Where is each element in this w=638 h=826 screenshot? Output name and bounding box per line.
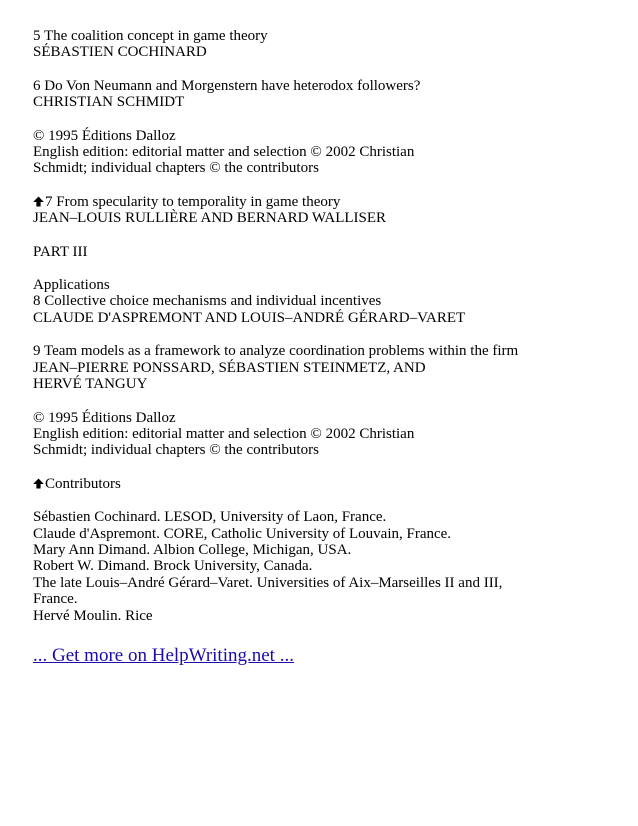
contributor-item: Robert W. Dimand. Brock University, Canada. [33, 558, 313, 575]
toc-entry-5 [33, 28, 613, 61]
contributor-item: France. [33, 591, 78, 608]
contributor-item: Claude d'Aspremont. CORE, Catholic University of Louvain, France. [33, 525, 452, 542]
chapter-author: SÉBASTIEN COCHINARD [33, 44, 207, 61]
chapter-title: 8 Collective choice mechanisms and individual incentives [33, 293, 382, 310]
contributor-item: Hervé Moulin. Rice [33, 607, 153, 624]
copyright-line: Schmidt; individual chapters © the contributors [33, 442, 319, 459]
up-arrow-icon[interactable] [33, 196, 44, 207]
contributors-list [33, 509, 613, 624]
toc-entry-9 [33, 343, 613, 392]
copyright-notice [33, 128, 613, 177]
copyright-line: English edition: editorial matter and selection © 2002 Christian [33, 425, 415, 442]
contributor-item: Mary Ann Dimand. Albion College, Michigan, USA. [33, 541, 352, 558]
contributor-item: Sébastien Cochinard. LESOD, University of Laon, France. [33, 509, 387, 526]
copyright-line: English edition: editorial matter and selection © 2002 Christian [33, 144, 415, 161]
copyright-line: © 1995 Éditions Dalloz [33, 409, 176, 426]
chapter-title: 6 Do Von Neumann and Morgenstern have heterodox followers? [33, 77, 421, 94]
toc-entry-6 [33, 78, 613, 111]
document-page [33, 28, 613, 667]
part-title: PART III [33, 243, 88, 260]
section-title-line [33, 476, 613, 492]
part-heading [33, 244, 613, 260]
contributors-heading [33, 476, 613, 492]
chapter-title: 5 The coalition concept in game theory [33, 28, 268, 44]
chapter-title: 7 From specularity to temporality in game theory [45, 193, 341, 210]
toc-entry-7 [33, 194, 613, 227]
copyright-notice [33, 410, 613, 459]
section-title: Contributors [45, 475, 121, 492]
copyright-line: Schmidt; individual chapters © the contributors [33, 160, 319, 177]
copyright-line: © 1995 Éditions Dalloz [33, 127, 176, 144]
chapter-author: JEAN–LOUIS RULLIÈRE AND BERNARD WALLISER [33, 210, 387, 227]
get-more-link[interactable]: ... Get more on HelpWriting.net ... [33, 644, 294, 666]
chapter-title-line [33, 194, 613, 210]
part-subtitle: Applications [33, 277, 110, 294]
contributor-item: The late Louis–André Gérard–Varet. Universities of Aix–Marseilles II and III, [33, 574, 503, 591]
chapter-title: 9 Team models as a framework to analyze coordination problems within the firm [33, 343, 519, 360]
chapter-author: CLAUDE D'ASPREMONT AND LOUIS–ANDRÉ GÉRARD–VARET [33, 309, 466, 326]
chapter-author: CHRISTIAN SCHMIDT [33, 94, 185, 111]
up-arrow-icon[interactable] [33, 478, 44, 489]
toc-entry-8 [33, 277, 613, 326]
chapter-author: HERVÉ TANGUY [33, 376, 148, 393]
chapter-author: JEAN–PIERRE PONSSARD, SÉBASTIEN STEINMETZ, AND [33, 359, 426, 376]
